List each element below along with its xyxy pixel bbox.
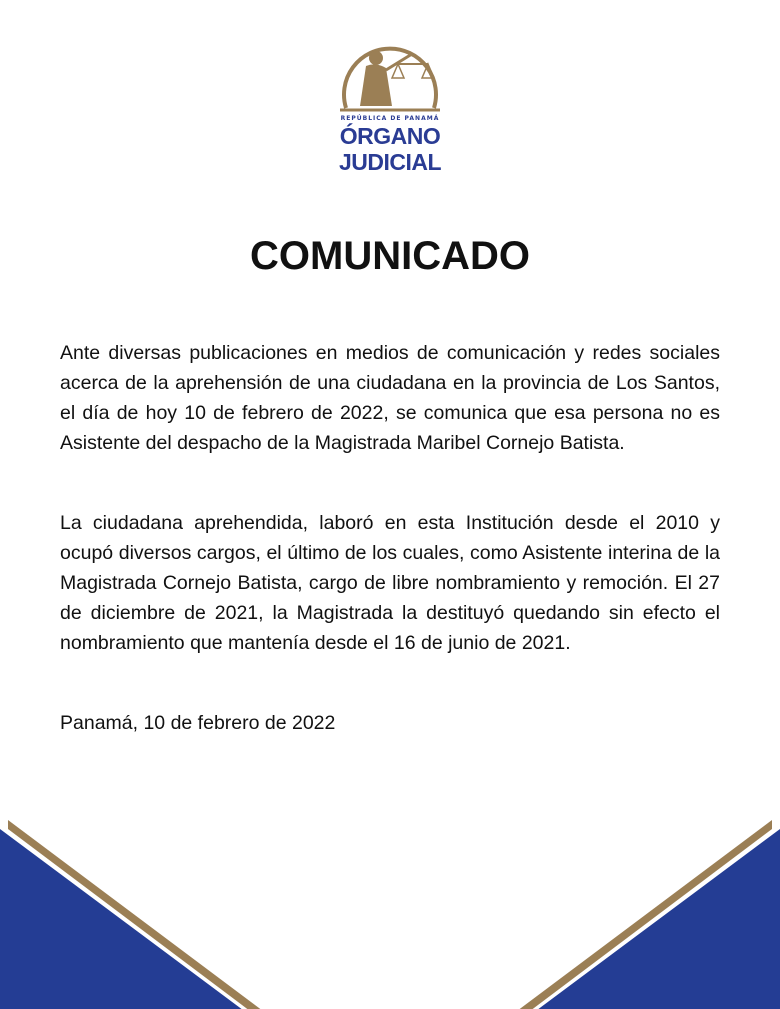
logo-line2: JUDICIAL [338, 149, 442, 175]
paragraph-1: Ante diversas publicaciones en medios de comunicación y redes sociales acerca de la aprehensión de una ciudadana en la provincia de Los Santos, el día de hoy 10 de febrero de 2022, se comunica que esa persona no es Asistente del despacho de la Magistrada Maribel Cornejo Batista. [60, 342, 720, 454]
right-corner-decoration [510, 809, 780, 1009]
page-title: COMUNICADO [250, 234, 530, 278]
justice-scale-emblem-icon [336, 36, 444, 114]
left-corner-decoration [0, 809, 270, 1009]
date-line: Panamá, 10 de febrero de 2022 [60, 712, 336, 734]
logo-line1: ÓRGANO [339, 123, 441, 149]
organo-judicial-logo [326, 36, 454, 175]
logo-subtitle: REPÚBLICA DE PANAMÁ [340, 115, 440, 122]
paragraph-2: La ciudadana aprehendida, laboró en esta Institución desde el 2010 y ocupó diversos cargos, el último de los cuales, como Asistente interina de la Magistrada Cornejo Batista, cargo de libre nombramiento y remoción. El 27 de diciembre de 2021, la Magistrada la destituyó quedando sin efecto el nombramiento que mantenía desde el 16 de junio de 2021. [60, 512, 720, 654]
